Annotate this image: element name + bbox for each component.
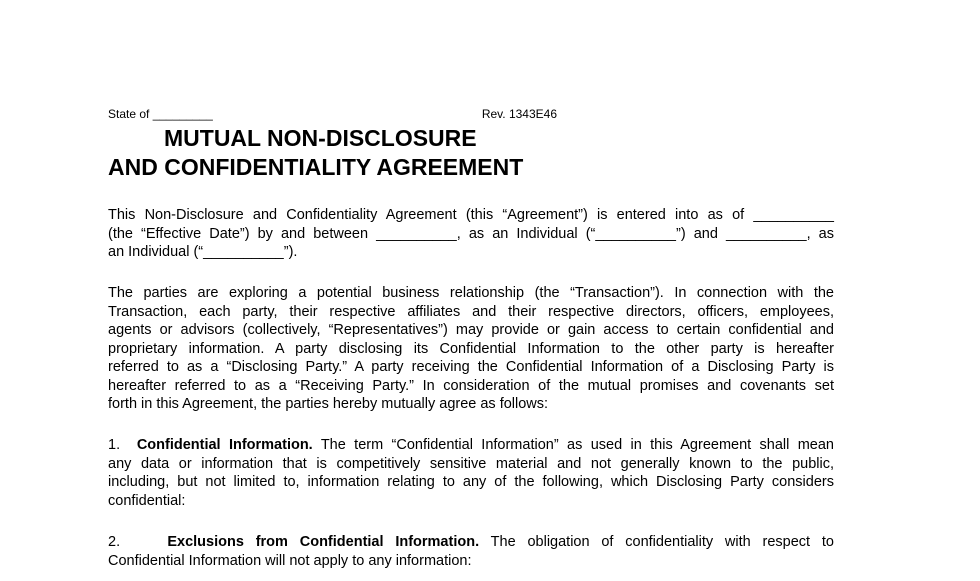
intro-line: an Individual (“__________”). [108, 244, 298, 260]
section-1-number: 1. [108, 437, 121, 453]
state-field: State of _________ [108, 107, 213, 121]
recitals-line: Transaction, each party, their respective affiliates and their respective directors, officers, employees, [108, 303, 834, 320]
section-2-line: Confidential Information will not apply to any information: [108, 552, 472, 569]
title-line-2: AND CONFIDENTIALITY AGREEMENT [108, 154, 524, 180]
intro-paragraph [108, 206, 834, 262]
section-1 [108, 436, 834, 510]
recitals-line: proprietary information. A party disclosing its Confidential Information to the other party is hereafter [108, 340, 834, 357]
intro-line: This Non-Disclosure and Confidentiality Agreement (this “Agreement”) is entered into as of __________ [108, 207, 834, 223]
document-title [108, 124, 568, 182]
title-line-1: MUTUAL NON-DISCLOSURE [164, 125, 477, 151]
section-2 [108, 533, 834, 570]
recitals-line: forth in this Agreement, the parties hereby mutually agree as follows: [108, 396, 549, 412]
section-1-line: including, but not limited to, information relating to any of the following, which Disclosing Party considers [108, 474, 834, 490]
intro-line: (the “Effective Date”) by and between __________, as an Individual (“__________”) and __________, as [108, 225, 834, 242]
recitals-line: hereafter referred to as a “Receiving Party.” In consideration of the mutual promises and covenants set [108, 377, 834, 394]
recitals-line: referred to as a “Disclosing Party.” A party receiving the Confidential Information of a Disclosing Party is [108, 359, 834, 375]
section-1-line: confidential: [108, 492, 186, 509]
recitals-paragraph [108, 284, 834, 414]
section-1-line: any data or information that is competitively sensitive material and not generally known to the public, [108, 455, 834, 472]
section-2-heading: Exclusions from Confidential Information. [167, 534, 480, 550]
section-1-heading: Confidential Information. [136, 437, 313, 453]
recitals-line: The parties are exploring a potential business relationship (the “Transaction”). In connection with the [108, 285, 834, 301]
document-header [108, 106, 557, 122]
revision-number: Rev. 1343E46 [481, 107, 557, 121]
section-2-first-line [108, 533, 834, 552]
recitals-line: agents or advisors (collectively, “Representatives”) may provide or gain access to certain confidential and [108, 322, 834, 338]
section-2-number: 2. [108, 534, 121, 550]
section-2-text: The obligation of confidentiality with respect to [490, 534, 834, 550]
section-1-first-line [108, 436, 834, 455]
section-1-text: The term “Confidential Information” as used in this Agreement shall mean [320, 437, 834, 453]
